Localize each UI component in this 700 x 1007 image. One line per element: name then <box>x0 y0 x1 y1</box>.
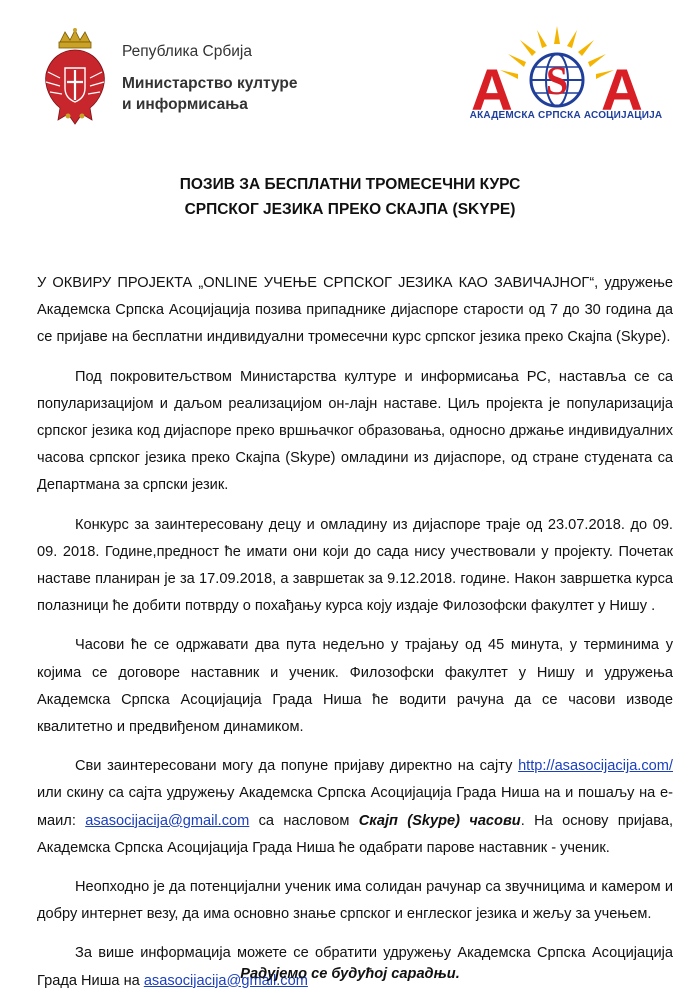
contact-email-link[interactable]: asasocijacija@gmail.com <box>143 972 308 989</box>
paragraph-3: Конкурс за заинтересовану децу и омладину из дијаспоре траје од 23.07.2018. до 09. 09. 2018. Године,предност ће имати они који до сада нису учествовали у пројекту. Почетак наставе планиран је за 17.09.2018, а завршетак за 9.12.2018. године. Након завршетка курса полазници ће добити потврду о похађању курса коју издаје Филозофски факултет у Нишу . <box>37 516 673 615</box>
closing-line: Радујемо се будућој сарадњи. <box>240 966 460 982</box>
document-body <box>37 270 673 1007</box>
title-line-1: ПОЗИВ ЗА БЕСПЛАТНИ ТРОМЕСЕЧНИ КУРС <box>179 176 521 193</box>
paragraph-2: Под покровитељством Министарства културе и информисања РС, наставља се са популаризацијом и даљом реализацијом он-лајн наставе. Циљ пројекта је популаризација српског језика код дијаспоре преко вршњачког образовања, односно држање индивидуалних часова српског језика преко Скајпа (Skype) омладини из дијаспоре, од стране студената са Департмана за српски језик. <box>37 368 673 494</box>
document-header <box>0 0 700 140</box>
republic-name: Република Србија <box>122 43 252 60</box>
title-line-2: СРПСКОГ ЈЕЗИКА ПРЕКО СКАЈПА (SKYPE) <box>184 201 516 218</box>
ministry-name-line2: и информисања <box>122 96 248 113</box>
email-subject: Скајп (Skype) часови <box>358 812 521 829</box>
paragraph-1: У ОКВИРУ ПРОЈЕКТА „ONLINE УЧЕЊЕ СРПСКОГ ЈЕЗИКА КАО ЗАВИЧАЈНОГ“, удружење Академска Српска Асоцијација позива припаднике дијаспоре старости од 7 до 30 година да се пријаве на бесплатни индивидуални тромесечни курс српског језика преко Скајпа (Skype). <box>37 275 673 346</box>
paragraph-6: Неопходно је да потенцијални ученик има солидан рачунар са звучницима и камером и добру интернет везу, да има основно знање српског и енглеског језика и жељу за учењем. <box>37 879 673 923</box>
serbian-coat-of-arms-icon <box>40 28 110 128</box>
ministry-name-block <box>122 42 297 115</box>
ministry-name-line1: Министарство културе <box>122 75 298 92</box>
asa-caption: АКАДЕМСКА СРПСКА АСОЦИЈАЦИЈА <box>469 110 663 121</box>
svg-text:A: A <box>471 58 513 123</box>
document-title <box>0 172 700 222</box>
svg-text:A: A <box>601 58 643 123</box>
website-link[interactable]: http://asasocijacija.com/ <box>518 758 673 775</box>
paragraph-5: Сви заинтересовани могу да попуне пријаву директно на сајту http://asasocijacija.com/ или скину са сајта удружењу Академска Српска Асоцијација Града Ниша на и пошаљу на е-маил: asasocijacija@gmail.com са насловом Скајп (Skype) часови. На основу пријава, Академска Српска Асоцијација Града Ниша ће одабрати парове наставник - ученик. <box>37 758 674 856</box>
paragraph-4: Часови ће се одржавати два пута недељно у трајању од 45 минута, у терминима у којима се договоре наставник и ученик. Филозофски факултет у Нишу и удружења Академска Српска Асоцијација Града Ниша ће водити рачуна да се часови изводе квалитетно и предвиђеном динамиком. <box>37 637 673 736</box>
paragraph-7: За више информација можете се обратити удружењу Академска Српска Асоцијација Града Ниша на asasocijacija@gmail.com <box>37 945 673 989</box>
email-link[interactable]: asasocijacija@gmail.com <box>85 812 250 829</box>
svg-text:S: S <box>545 58 569 103</box>
